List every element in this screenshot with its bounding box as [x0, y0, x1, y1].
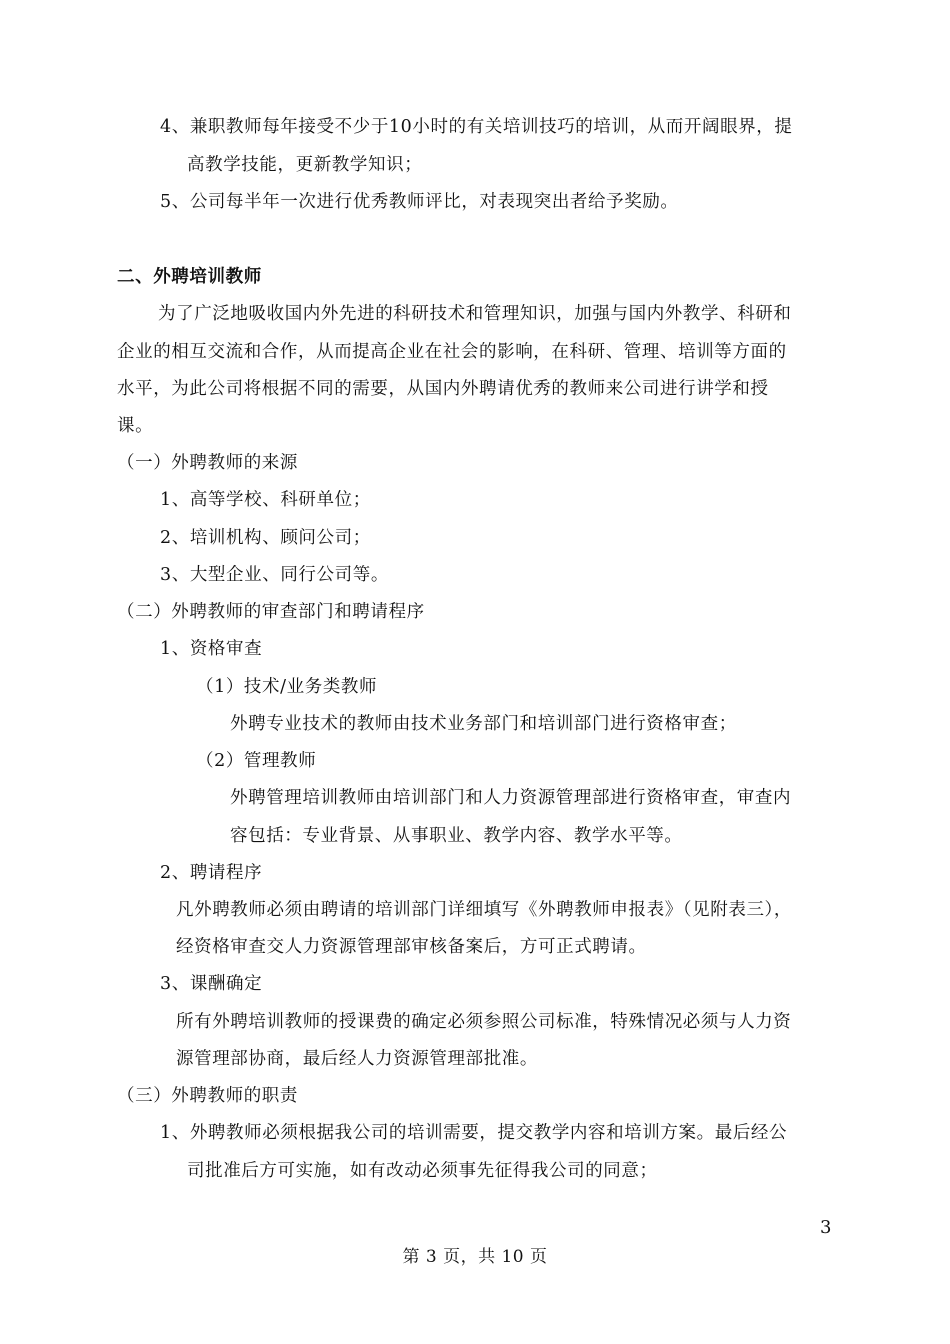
paragraph-line: 为了广泛地吸收国内外先进的科研技术和管理知识，加强与国内外教学、科研和 [158, 304, 792, 324]
list-item: 3、课酬确定 [160, 974, 263, 994]
paragraph-line: 5、公司每半年一次进行优秀教师评比，对表现突出者给予奖励。 [160, 192, 679, 212]
paragraph-line: 容包括：专业背景、从事职业、教学内容、教学水平等。 [230, 826, 683, 846]
paragraph-line: 所有外聘培训教师的授课费的确定必须参照公司标准，特殊情况必须与人力资 [176, 1012, 792, 1032]
paragraph-line: 高教学技能，更新教学知识； [187, 155, 423, 175]
section-heading: 二、外聘培训教师 [117, 267, 262, 287]
subsection-heading: （一）外聘教师的来源 [117, 453, 298, 473]
paragraph-line: 外聘专业技术的教师由技术业务部门和培训部门进行资格审查； [230, 714, 737, 734]
paragraph-line: 经资格审查交人力资源管理部审核备案后，方可正式聘请。 [176, 937, 647, 957]
page-footer: 第 3 页，共 10 页 [402, 1247, 548, 1267]
paragraph-line: 司批准后方可实施，如有改动必须事先征得我公司的同意； [187, 1161, 658, 1181]
paragraph-line: 外聘管理培训教师由培训部门和人力资源管理部进行资格审查，审查内 [230, 788, 792, 808]
paragraph-line: 凡外聘教师必须由聘请的培训部门详细填写《外聘教师申报表》（见附表三）， [176, 900, 792, 920]
page-number: 3 [820, 1217, 832, 1238]
list-item: 1、外聘教师必须根据我公司的培训需要，提交教学内容和培训方案。最后经公 [160, 1123, 788, 1143]
list-item: 2、培训机构、顾问公司； [160, 528, 371, 548]
subsection-heading: （二）外聘教师的审查部门和聘请程序 [117, 602, 425, 622]
list-item: 1、资格审查 [160, 639, 263, 659]
list-item: 2、聘请程序 [160, 863, 263, 883]
paragraph-line: 课。 [117, 416, 154, 436]
list-subitem: （2）管理教师 [196, 751, 317, 771]
list-item: 3、大型企业、同行公司等。 [160, 565, 389, 585]
paragraph-line: 企业的相互交流和合作，从而提高企业在社会的影响，在科研、管理、培训等方面的 [117, 342, 787, 362]
subsection-heading: （三）外聘教师的职责 [117, 1086, 298, 1106]
list-item: 1、高等学校、科研单位； [160, 490, 371, 510]
paragraph-line: 源管理部协商，最后经人力资源管理部批准。 [176, 1049, 538, 1069]
paragraph-line: 4、兼职教师每年接受不少于10小时的有关培训技巧的培训，从而开阔眼界，提 [160, 117, 793, 137]
paragraph-line: 水平，为此公司将根据不同的需要，从国内外聘请优秀的教师来公司进行讲学和授 [117, 379, 769, 399]
list-subitem: （1）技术/业务类教师 [196, 677, 378, 697]
